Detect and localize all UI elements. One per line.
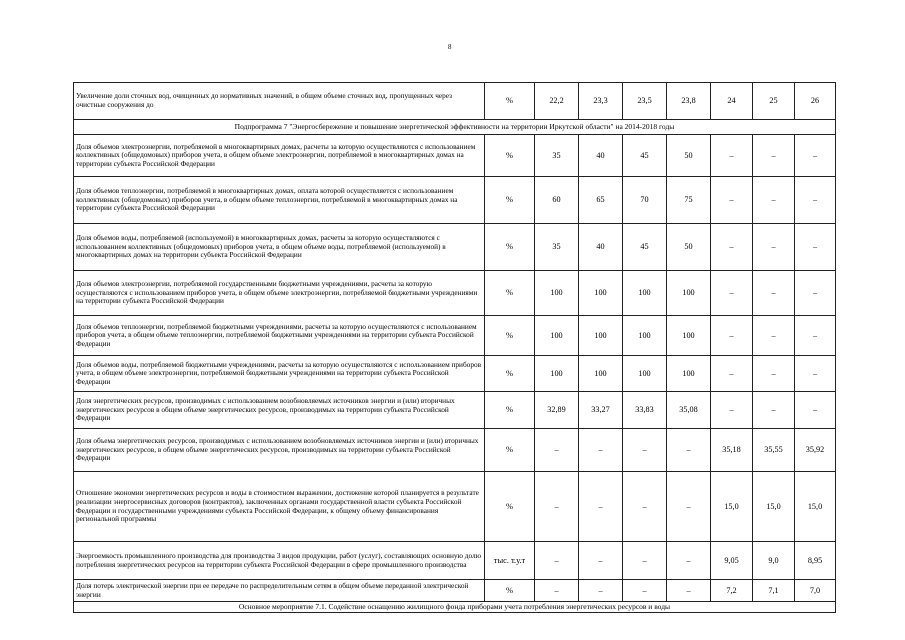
indicator-value: 7,2 [711, 580, 753, 602]
table-row [74, 83, 836, 120]
indicator-value: – [667, 429, 711, 472]
indicator-value: 45 [623, 135, 667, 177]
indicator-unit: % [485, 271, 535, 316]
indicator-value: – [753, 356, 795, 392]
indicator-value: – [753, 177, 795, 224]
indicator-value: 75 [667, 177, 711, 224]
indicator-value: 35,18 [711, 429, 753, 472]
indicator-value: 35,08 [667, 392, 711, 429]
indicator-description: Отношение экономии энергетических ресурсов и воды в стоимостном выражении, достижение которой планируется в результате реализации энергосервисных договоров (контрактов), заключенных органами государственной власти субъекта Российской Федерации и государственными учреждениями субъекта Российской Федерации, к общему объему финансирования региональной программы [74, 472, 485, 542]
indicator-unit: % [485, 316, 535, 356]
indicator-value: 22,2 [535, 83, 579, 120]
indicator-value: – [667, 580, 711, 602]
indicator-value: – [535, 542, 579, 580]
indicator-value: 40 [579, 135, 623, 177]
indicator-value: – [795, 356, 836, 392]
indicator-value: – [711, 316, 753, 356]
indicator-value: 9,0 [753, 542, 795, 580]
indicator-value: 65 [579, 177, 623, 224]
indicator-value: 100 [579, 271, 623, 316]
indicator-unit: % [485, 580, 535, 602]
indicator-value: 35 [535, 135, 579, 177]
indicator-value: – [579, 580, 623, 602]
indicator-unit: % [485, 224, 535, 271]
indicator-value: 23,3 [579, 83, 623, 120]
indicator-description: Энергоемкость промышленного производства для производства 3 видов продукции, работ (услуг), составляющих основную долю потребления энергетических ресурсов на территории субъекта Российской Федерации в сфере промышленного производства [74, 542, 485, 580]
table-row [74, 472, 836, 542]
indicator-unit: % [485, 135, 535, 177]
table-row [74, 392, 836, 429]
indicator-value: 23,8 [667, 83, 711, 120]
indicator-description: Доля объемов электроэнергии, потребляемой в многоквартирных домах, расчеты за которую осуществляются с использованием коллективных (общедомовых) приборов учета, в общем объеме электроэнергии, потребляемой в многоквартирных домах на территории субъекта Российской Федерации [74, 135, 485, 177]
indicator-value: 100 [535, 316, 579, 356]
indicator-unit: % [485, 392, 535, 429]
indicator-value: 7,0 [795, 580, 836, 602]
indicator-value: – [623, 472, 667, 542]
indicator-value: 100 [579, 316, 623, 356]
indicator-description: Доля объемов воды, потребляемой бюджетными учреждениями, расчеты за которую осуществляются с использованием приборов учета, в общем объеме электроэнергии, потребляемой бюджетными учреждениями на территории субъекта Российской Федерации [74, 356, 485, 392]
indicator-value: – [535, 472, 579, 542]
indicator-value: 100 [667, 356, 711, 392]
indicator-value: – [623, 580, 667, 602]
section-heading: Подпрограмма 7 "Энергосбережение и повышение энергетической эффективности на территории Иркутской области" на 2014-2018 годы [74, 120, 836, 135]
indicator-value: 100 [535, 356, 579, 392]
indicator-description: Доля объема энергетических ресурсов, производимых с использованием возобновляемых источников энергии и (или) вторичных энергетических ресурсов, в общем объеме энергетических ресурсов, производимых на территории субъекта Российской Федерации [74, 429, 485, 472]
indicator-value: – [579, 472, 623, 542]
table-row [74, 177, 836, 224]
indicator-value: – [753, 392, 795, 429]
indicator-value: – [795, 316, 836, 356]
indicator-value: 100 [623, 316, 667, 356]
indicator-value: – [535, 580, 579, 602]
indicator-value: 7,1 [753, 580, 795, 602]
indicator-value: – [535, 429, 579, 472]
indicator-value: – [711, 392, 753, 429]
indicator-value: – [579, 429, 623, 472]
indicator-description: Доля объемов теплоэнергии, потребляемой бюджетными учреждениями, расчеты за которую осуществляются с использованием приборов учета, в общем объеме теплоэнергии, потребляемой бюджетными учреждениями на территории субъекта Российской Федерации [74, 316, 485, 356]
indicator-value: 15,0 [753, 472, 795, 542]
table-row [74, 580, 836, 602]
section-heading: Основное мероприятие 7.1. Содействие оснащению жилищного фонда приборами учета потребления энергетических ресурсов и воды [74, 602, 836, 613]
indicator-value: – [579, 542, 623, 580]
indicator-value: 50 [667, 135, 711, 177]
indicators-table [73, 82, 836, 613]
indicator-description: Доля потерь электрической энергии при ее передаче по распределительным сетям в общем объеме переданной электрической энергии [74, 580, 485, 602]
table-row [74, 356, 836, 392]
page-number: 8 [448, 43, 452, 51]
indicator-value: 40 [579, 224, 623, 271]
indicator-unit: % [485, 356, 535, 392]
indicator-value: 33,27 [579, 392, 623, 429]
indicator-value: – [667, 542, 711, 580]
indicator-value: – [711, 135, 753, 177]
indicator-value: – [753, 224, 795, 271]
indicator-description: Доля объемов воды, потребляемой (используемой) в многоквартирных домах, расчеты за которую осуществляются с использованием коллективных (общедомовых) приборов учета, в общем объеме воды, потребляемой (используемой) в многоквартирных домах на территории субъекта Российской Федерации [74, 224, 485, 271]
indicator-value: 25 [753, 83, 795, 120]
indicator-value: – [623, 429, 667, 472]
indicator-value: 15,0 [711, 472, 753, 542]
indicator-value: 100 [667, 271, 711, 316]
section-heading-row [74, 602, 836, 613]
indicator-value: 8,95 [795, 542, 836, 580]
indicator-value: – [667, 472, 711, 542]
indicator-value: 32,89 [535, 392, 579, 429]
indicator-value: 70 [623, 177, 667, 224]
indicator-value: 24 [711, 83, 753, 120]
indicator-value: 33,83 [623, 392, 667, 429]
indicator-value: – [795, 135, 836, 177]
indicator-value: – [711, 177, 753, 224]
section-heading-row [74, 120, 836, 135]
indicator-unit: % [485, 83, 535, 120]
indicator-value: 100 [579, 356, 623, 392]
indicator-value: 45 [623, 224, 667, 271]
indicator-value: – [711, 356, 753, 392]
table-row [74, 542, 836, 580]
table-row [74, 135, 836, 177]
indicator-description: Увеличение доли сточных вод, очищенных до нормативных значений, в общем объеме сточных вод, пропущенных через очистные сооружения до [74, 83, 485, 120]
indicator-value: – [753, 316, 795, 356]
indicator-value: – [795, 177, 836, 224]
indicator-value: 100 [623, 356, 667, 392]
indicator-description: Доля объемов электроэнергии, потребляемой государственными бюджетными учреждениями, расчеты за которую осуществляются с использованием приборов учета, в общем объеме электроэнергии, потребляемой бюджетными учреждениями на территории субъекта Российской Федерации [74, 271, 485, 316]
indicator-value: – [711, 224, 753, 271]
indicator-value: 100 [535, 271, 579, 316]
indicator-value: 15,0 [795, 472, 836, 542]
indicator-unit: тыс. т.у.т [485, 542, 535, 580]
indicator-value: – [753, 135, 795, 177]
indicator-value: 35,92 [795, 429, 836, 472]
indicator-unit: % [485, 177, 535, 224]
indicator-value: 35 [535, 224, 579, 271]
indicator-value: 23,5 [623, 83, 667, 120]
indicator-value: 9,05 [711, 542, 753, 580]
indicator-value: 50 [667, 224, 711, 271]
indicator-description: Доля энергетических ресурсов, производимых с использованием возобновляемых источников энергии и (или) вторичных энергетических ресурсов в общем объеме энергетических ресурсов, производимых на территории субъекта Российской Федерации [74, 392, 485, 429]
indicator-description: Доля объемов теплоэнергии, потребляемой в многоквартирных домах, оплата которой осуществляется с использованием коллективных (общедомовых) приборов учета, в общем объеме теплоэнергии, потребляемой в многоквартирных домах на территории субъекта Российской Федерации [74, 177, 485, 224]
indicator-value: – [623, 542, 667, 580]
table-row [74, 429, 836, 472]
indicator-value: – [711, 271, 753, 316]
indicator-value: 26 [795, 83, 836, 120]
indicator-value: 35,55 [753, 429, 795, 472]
indicator-value: – [753, 271, 795, 316]
indicator-value: – [795, 224, 836, 271]
table-row [74, 271, 836, 316]
indicator-unit: % [485, 429, 535, 472]
table-row [74, 224, 836, 271]
indicator-unit: % [485, 472, 535, 542]
indicator-value: 100 [623, 271, 667, 316]
indicator-value: 100 [667, 316, 711, 356]
indicator-value: 60 [535, 177, 579, 224]
indicator-value: – [795, 392, 836, 429]
indicator-value: – [795, 271, 836, 316]
table-row [74, 316, 836, 356]
